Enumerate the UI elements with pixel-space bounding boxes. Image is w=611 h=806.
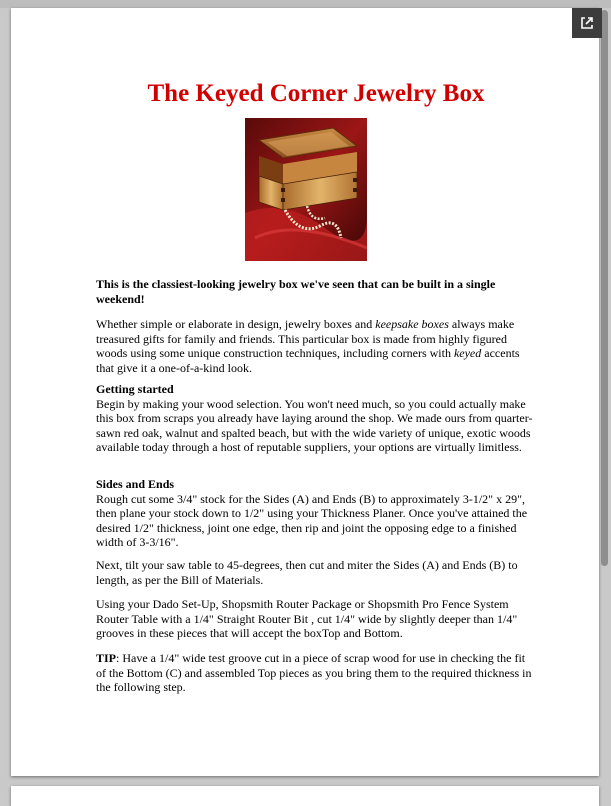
next-document-page	[11, 786, 599, 806]
intro-text: This is the classiest-looking jewelry box we've seen that can be built in a single weekend!	[96, 277, 496, 306]
router-paragraph: Using your Dado Set-Up, Shopsmith Router Package or Shopsmith Pro Fence System Router Table with a 1/4" Straight Router Bit , cut 1/4" wide by slightly deeper than 1/4" grooves in these pieces that will accept the boxTop and Bottom.	[96, 597, 518, 641]
miter-paragraph: Next, tilt your saw table to 45-degrees, then cut and miter the Sides (A) and Ends (B) to length, as per the Bill of Materials.	[96, 558, 518, 587]
jewelry-box-illustration	[245, 118, 367, 261]
document-page	[11, 8, 599, 776]
intro-paragraph-part3: accents that give it a one-of-a-kind look.	[96, 346, 520, 375]
jewelry-box-photo	[245, 118, 367, 261]
sides-and-ends-section	[96, 477, 536, 550]
tip-body: : Have a 1/4" wide test groove cut in a piece of scrap wood for use in checking the fit of the Bottom (C) and assembled Top pieces as you bring them to the required thickness in the following step.	[96, 651, 532, 695]
sides-and-ends-heading: Sides and Ends	[96, 477, 175, 491]
sides-and-ends-body: Rough cut some 3/4" stock for the Sides (A) and Ends (B) to approximately 3-1/2" x 29", then plane your stock down to 1/2" using your Thickness Planer. Once you've attained the desired 1/2" thickness, joint one edge, then rip and joint the opposing edge to a finished width of 3-3/16".	[96, 491, 528, 550]
intro-paragraph-emphasis2: keyed	[453, 346, 482, 361]
viewer-top-bar	[0, 0, 611, 8]
intro-paragraph-part2: always make treasured gifts for family and friends. This particular box is made from highly figured woods using some unique construction techniques, including corners with	[96, 317, 515, 361]
vertical-scrollbar[interactable]	[601, 10, 608, 566]
open-in-new-icon	[579, 15, 595, 31]
tip-paragraph	[96, 651, 536, 695]
getting-started-body: Begin by making your wood selection. You won't need much, so you could actually make this box from scraps you already have laying around the shop. We made ours from quarter-sawn red oak, walnut and spalted beach, but with the wide variety of unique, exotic woods available today through a host of reputable suppliers, your options are virtually limitless.	[96, 396, 533, 455]
intro-paragraph-emphasis1: keepsake boxes	[375, 317, 449, 331]
intro-paragraph-part1: Whether simple or elaborate in design, jewelry boxes and	[96, 317, 376, 331]
getting-started-section	[96, 382, 536, 455]
intro-paragraph	[96, 317, 536, 375]
open-in-new-button[interactable]	[572, 8, 602, 38]
tip-label: TIP	[96, 651, 117, 665]
page-title: The Keyed Corner Jewelry Box	[147, 80, 485, 107]
getting-started-heading: Getting started	[96, 382, 174, 396]
